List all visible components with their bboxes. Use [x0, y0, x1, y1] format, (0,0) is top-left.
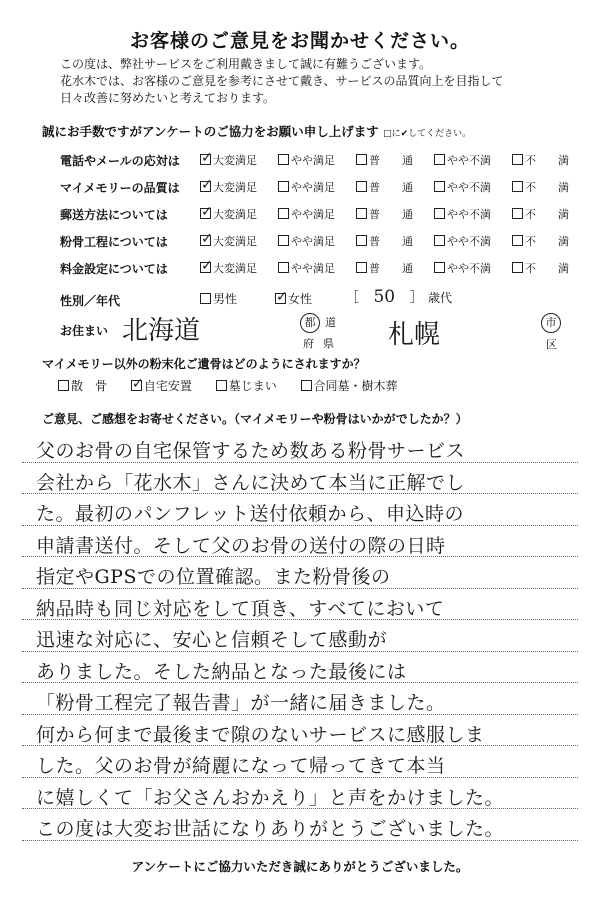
check-mark-icon: ✓ — [201, 177, 213, 193]
rating-option-label: やや満足 — [291, 208, 335, 221]
rating-option[interactable] — [356, 179, 413, 195]
rating-option-label: 普 通 — [369, 208, 413, 221]
age-bracket-open: ［ — [345, 290, 359, 306]
rating-option-label: やや不満 — [447, 262, 491, 275]
comment-line: た。最初のパンフレット送付依頼から、申込時の — [36, 503, 465, 525]
rating-option[interactable] — [356, 260, 413, 276]
survey-request — [42, 122, 471, 140]
rating-option-label: やや不満 — [447, 154, 491, 167]
disposal-option-joint-grave[interactable] — [301, 379, 398, 393]
rating-option-label: 不 満 — [525, 154, 569, 167]
disposal-option-home[interactable] — [131, 376, 192, 393]
checkbox[interactable] — [356, 235, 367, 246]
rating-option-label: やや満足 — [291, 181, 335, 194]
city-type-ku: 区 — [546, 338, 557, 351]
checkbox[interactable] — [278, 235, 289, 246]
checkbox[interactable] — [512, 235, 523, 246]
checkbox[interactable] — [278, 154, 289, 165]
comment-line: この度は大変お世話になりありがとうございました。 — [36, 818, 505, 840]
rating-option[interactable] — [278, 206, 335, 222]
intro-line: この度は、弊社サービスをご利用戴きまして誠に有難うございます。 — [60, 57, 432, 71]
checkbox[interactable] — [216, 380, 227, 391]
intro-line: 花水木では、お客様のご意見を参考にさせて戴き、サービスの品質向上を目指して — [60, 74, 504, 88]
rating-question-label: 料金設定については — [60, 262, 168, 276]
prefecture-value: 北海道 — [122, 316, 201, 346]
comment-line: した。父のお骨が綺麗になって帰ってきて本当 — [36, 755, 446, 777]
checkbox[interactable] — [512, 154, 523, 165]
rating-option[interactable] — [278, 233, 335, 249]
rating-option-label: 不 満 — [525, 181, 569, 194]
rating-option[interactable] — [434, 206, 491, 222]
intro-line: 日々改善に努めたいと考えております。 — [60, 91, 276, 105]
checkbox[interactable] — [301, 380, 312, 391]
prefecture-type-ken: 県 — [323, 337, 334, 350]
comment-line: 迅速な対応に、安心と信頼そして感動が — [36, 629, 388, 651]
rating-option-label: 不 満 — [525, 262, 569, 275]
rating-option[interactable] — [278, 152, 335, 168]
rating-question-label: 電話やメールの応対は — [60, 154, 180, 168]
survey-request-note: □に✔してください。 — [383, 129, 472, 139]
gender-male-label: 男性 — [213, 292, 238, 306]
disposal-option-label: 自宅安置 — [143, 379, 192, 393]
rating-option[interactable] — [200, 206, 257, 222]
rating-option[interactable] — [200, 152, 257, 168]
rating-option-label: 普 通 — [369, 235, 413, 248]
checkbox-checked[interactable] — [200, 177, 213, 193]
checkbox[interactable] — [434, 154, 445, 165]
checkbox[interactable] — [512, 262, 523, 273]
rating-option-label: やや不満 — [447, 181, 491, 194]
rating-option[interactable] — [200, 233, 257, 249]
rating-option[interactable] — [200, 260, 257, 276]
rating-row — [60, 150, 570, 170]
disposal-options — [58, 377, 418, 394]
rating-option-label: 不 満 — [525, 208, 569, 221]
rating-option[interactable] — [434, 233, 491, 249]
disposal-question: マイメモリー以外の粉末化ご遺骨はどのようにされますか？ — [42, 357, 366, 371]
checkbox-checked[interactable] — [200, 204, 213, 220]
checkbox[interactable] — [278, 262, 289, 273]
rating-option-label: 普 通 — [369, 154, 413, 167]
prefecture-type-fu: 府 — [303, 337, 314, 350]
checkbox[interactable] — [200, 293, 211, 304]
checkbox[interactable] — [356, 262, 367, 273]
checkbox-checked[interactable] — [200, 258, 213, 274]
rating-option[interactable] — [278, 179, 335, 195]
rating-option[interactable] — [356, 152, 413, 168]
comment-line: 父のお骨の自宅保管するため数ある粉骨サービス — [36, 440, 466, 462]
rating-option[interactable] — [512, 233, 569, 249]
prefecture-type-to: 都 — [300, 313, 320, 333]
rating-option-label: 大変満足 — [213, 154, 257, 167]
rating-question-label: マイメモリーの品質は — [60, 181, 180, 195]
check-mark-icon: ✓ — [131, 376, 144, 392]
disposal-option-label: 墓じまい — [228, 379, 277, 393]
address-label: お住まい — [60, 324, 109, 338]
checkbox[interactable] — [356, 208, 367, 219]
rating-option[interactable] — [278, 260, 335, 276]
rating-option-label: やや満足 — [291, 154, 335, 167]
survey-title: お客様のご意見をお聞かせください。 — [129, 30, 470, 52]
survey-request-text: 誠にお手数ですがアンケートのご協力をお願い申し上げます — [42, 124, 379, 139]
rating-option-label: 普 通 — [369, 262, 413, 275]
checkbox[interactable] — [356, 154, 367, 165]
rating-option-label: やや不満 — [447, 208, 491, 221]
rating-option[interactable] — [512, 152, 569, 168]
checkbox[interactable] — [434, 235, 445, 246]
checkbox[interactable] — [278, 181, 289, 192]
check-mark-icon: ✓ — [201, 258, 213, 274]
rating-option-label: 大変満足 — [213, 181, 257, 194]
rating-question-label: 郵送方法については — [60, 208, 168, 222]
check-mark-icon: ✓ — [201, 204, 213, 220]
checkbox[interactable] — [512, 208, 523, 219]
rating-row — [60, 231, 570, 251]
check-mark-icon: ✓ — [201, 150, 213, 166]
comment-heading: ご意見、ご感想をお寄せください。（マイメモリーや粉骨はいかがでしたか？） — [42, 412, 468, 426]
city-value: 札幌 — [388, 320, 441, 350]
rating-option-label: やや満足 — [291, 262, 335, 275]
gender-female-option[interactable] — [275, 290, 312, 307]
gender-male-option[interactable] — [200, 290, 237, 307]
city-type-shi: 市 — [541, 313, 561, 333]
checkbox[interactable] — [434, 262, 445, 273]
disposal-option-label: 散 骨 — [71, 379, 108, 393]
rating-row — [60, 204, 570, 224]
checkbox-checked[interactable] — [131, 376, 144, 392]
rating-row — [60, 258, 570, 278]
comment-line: 申請書送付。そして父のお骨の送付の際の日時 — [36, 534, 446, 557]
rating-option[interactable] — [200, 179, 257, 195]
rating-row — [60, 177, 570, 197]
rating-option[interactable] — [512, 179, 569, 195]
rating-option[interactable] — [434, 152, 491, 168]
age-value: 50 — [373, 287, 396, 307]
age-bracket-close: ］ — [409, 290, 424, 306]
checkbox[interactable] — [434, 208, 445, 219]
rating-option-label: やや満足 — [291, 235, 335, 248]
comment-line: 「粉骨工程完了報告書」が一緒に届きました。 — [36, 692, 446, 714]
check-mark-icon: ✓ — [201, 231, 213, 247]
rating-option[interactable] — [512, 260, 569, 276]
checkbox-checked[interactable] — [275, 289, 288, 305]
footer-thanks: アンケートにご協力いただき誠にありがとうございました。 — [131, 859, 469, 874]
comment-line: 納品時も同じ対応をして頂き、すべてにおいて — [36, 597, 445, 620]
checkbox[interactable] — [278, 208, 289, 219]
rating-option[interactable] — [434, 260, 491, 276]
rating-option-label: 普 通 — [369, 181, 413, 194]
check-mark-icon: ✓ — [276, 289, 288, 305]
rating-option-label: 大変満足 — [213, 262, 257, 275]
rating-question-label: 粉骨工程については — [60, 235, 168, 249]
checkbox[interactable] — [434, 181, 445, 192]
comment-line: 指定やGPSでの位置確認。また粉骨後の — [36, 566, 391, 588]
checkbox[interactable] — [58, 380, 69, 391]
gender-female-label: 女性 — [288, 292, 313, 306]
disposal-option-label: 合同墓・樹木葬 — [313, 379, 398, 393]
comment-line: 何から何まで最後まで隙のないサービスに感服しま — [36, 723, 485, 746]
age-field[interactable] — [345, 287, 452, 307]
comment-line: 会社から「花水木」さんに決めて本当に正解でし — [36, 471, 466, 494]
prefecture-type-do: 道 — [325, 316, 336, 329]
comment-line: に嬉しくて「お父さんおかえり」と声をかけました。 — [36, 786, 505, 809]
checkbox-checked[interactable] — [200, 150, 213, 166]
gender-age-label: 性別／年代 — [60, 294, 121, 308]
checkbox[interactable] — [512, 181, 523, 192]
checkbox[interactable] — [356, 181, 367, 192]
rating-option[interactable] — [434, 179, 491, 195]
rating-option-label: やや不満 — [447, 235, 491, 248]
age-suffix: 歳代 — [428, 291, 453, 305]
rating-option[interactable] — [356, 233, 413, 249]
checkbox-checked[interactable] — [200, 231, 213, 247]
rating-option[interactable] — [512, 206, 569, 222]
rating-option-label: 不 満 — [525, 235, 569, 248]
disposal-option-grave-closure[interactable] — [216, 379, 277, 393]
intro-text — [60, 56, 504, 107]
rating-option-label: 大変満足 — [213, 235, 257, 248]
rating-option[interactable] — [356, 206, 413, 222]
disposal-option-scatter[interactable] — [58, 379, 107, 393]
comment-line: ありました。そした納品となった最後には — [36, 660, 407, 683]
rating-option-label: 大変満足 — [213, 208, 257, 221]
